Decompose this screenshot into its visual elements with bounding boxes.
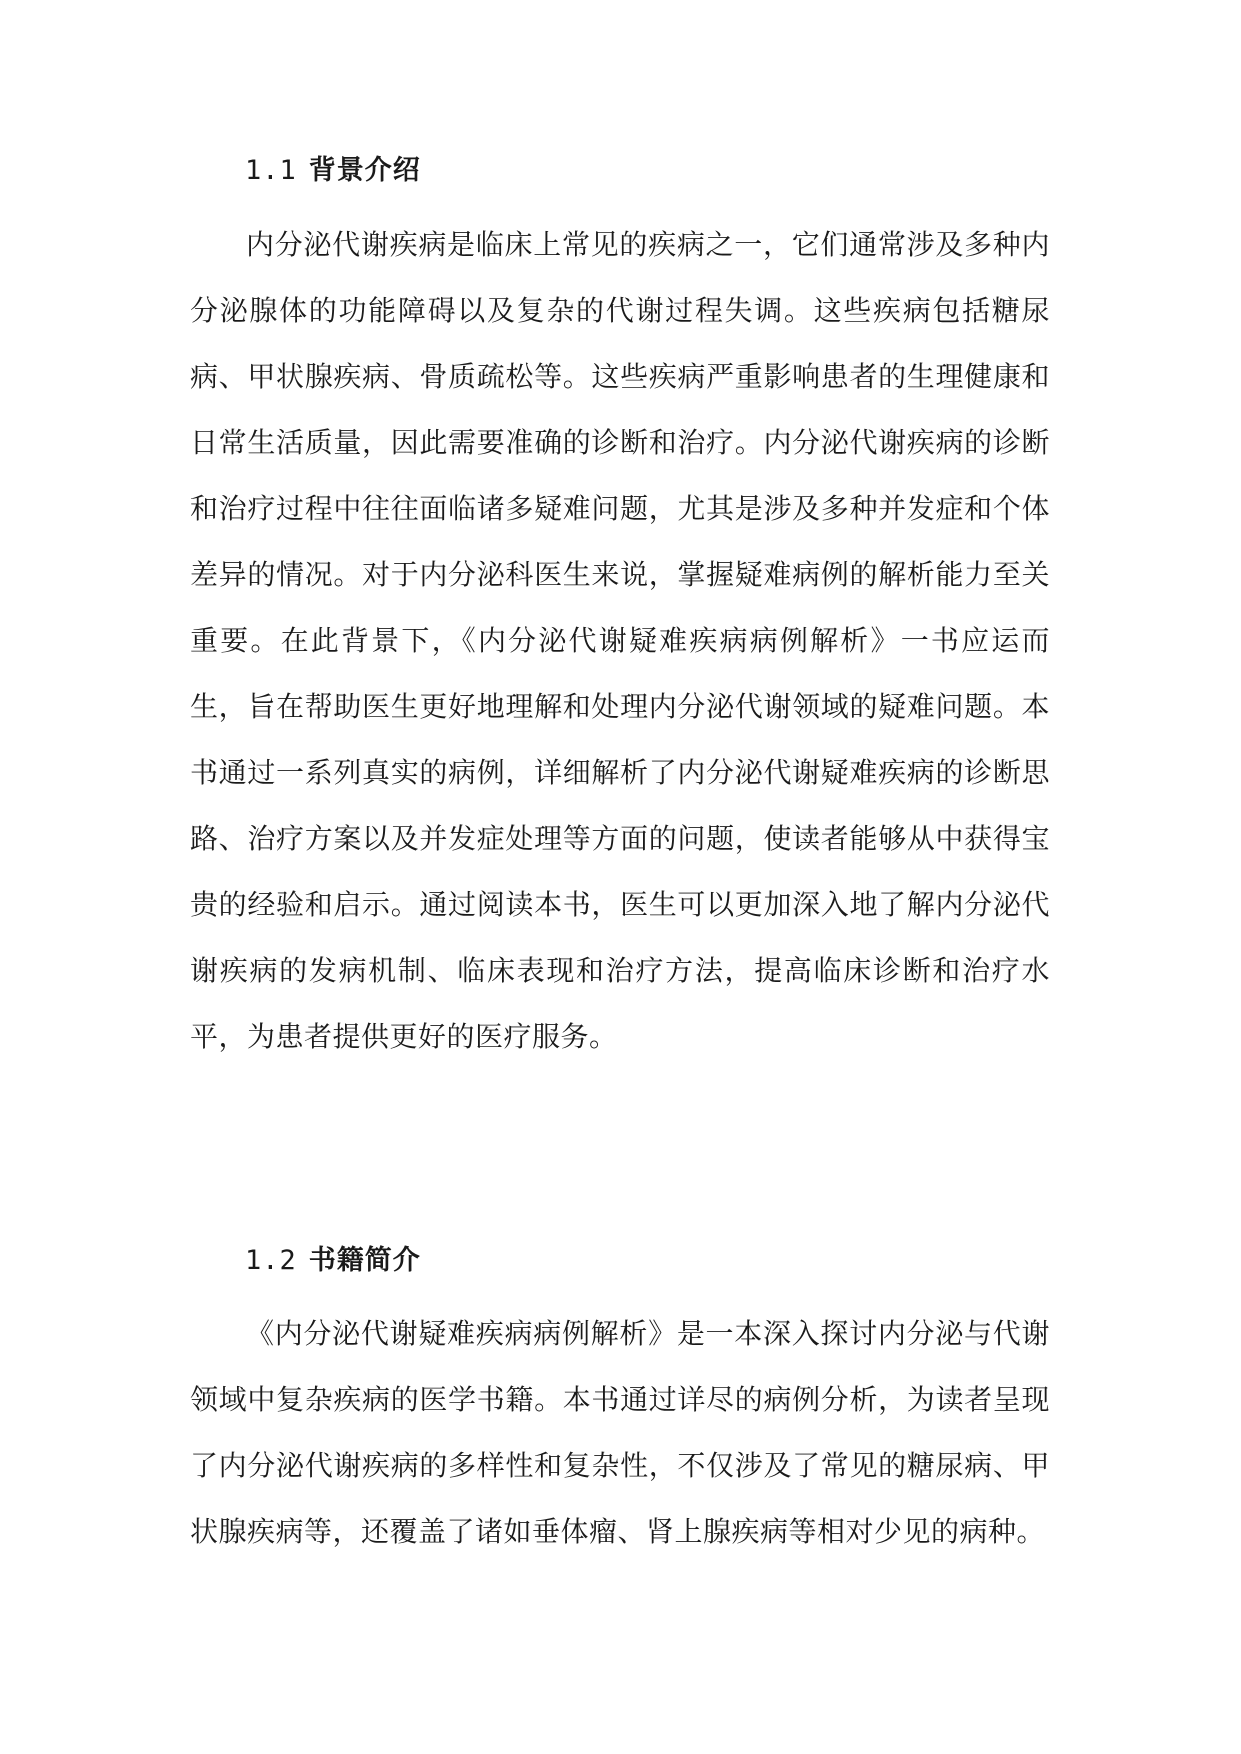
section-paragraph-background: 内分泌代谢疾病是临床上常见的疾病之一，它们通常涉及多种内分泌腺体的功能障碍以及复杂的代谢过程失调。这些疾病包括糖尿病、甲状腺疾病、骨质疏松等。这些疾病严重影响患者的生理健康和日常生活质量，因此需要准确的诊断和治疗。内分泌代谢疾病的诊断和治疗过程中往往面临诸多疑难问题，尤其是涉及多种并发症和个体差异的情况。对于内分泌科医生来说，掌握疑难病例的解析能力至关重要。在此背景下，《内分泌代谢疑难疾病病例解析》一书应运而生，旨在帮助医生更好地理解和处理内分泌代谢领域的疑难问题。本书通过一系列真实的病例，详细解析了内分泌代谢疑难疾病的诊断思路、治疗方案以及并发症处理等方面的问题，使读者能够从中获得宝贵的经验和启示。通过阅读本书，医生可以更加深入地了解内分泌代谢疾病的发病机制、临床表现和治疗方法，提高临床诊断和治疗水平，为患者提供更好的医疗服务。 [190, 228, 1050, 1053]
section-number: 1.2 [245, 1245, 297, 1276]
section-heading-book-intro [245, 1241, 421, 1281]
section-title: 背景介绍 [308, 155, 421, 186]
section-heading-background [245, 151, 421, 191]
section-number: 1.1 [245, 155, 297, 186]
section-title: 书籍简介 [308, 1245, 421, 1276]
section-paragraph-book-intro: 《内分泌代谢疑难疾病病例解析》是一本深入探讨内分泌与代谢领域中复杂疾病的医学书籍。本书通过详尽的病例分析，为读者呈现了内分泌代谢疾病的多样性和复杂性，不仅涉及了常见的糖尿病、甲状腺疾病等，还覆盖了诸如垂体瘤、肾上腺疾病等相对少见的病种。 [190, 1317, 1050, 1548]
